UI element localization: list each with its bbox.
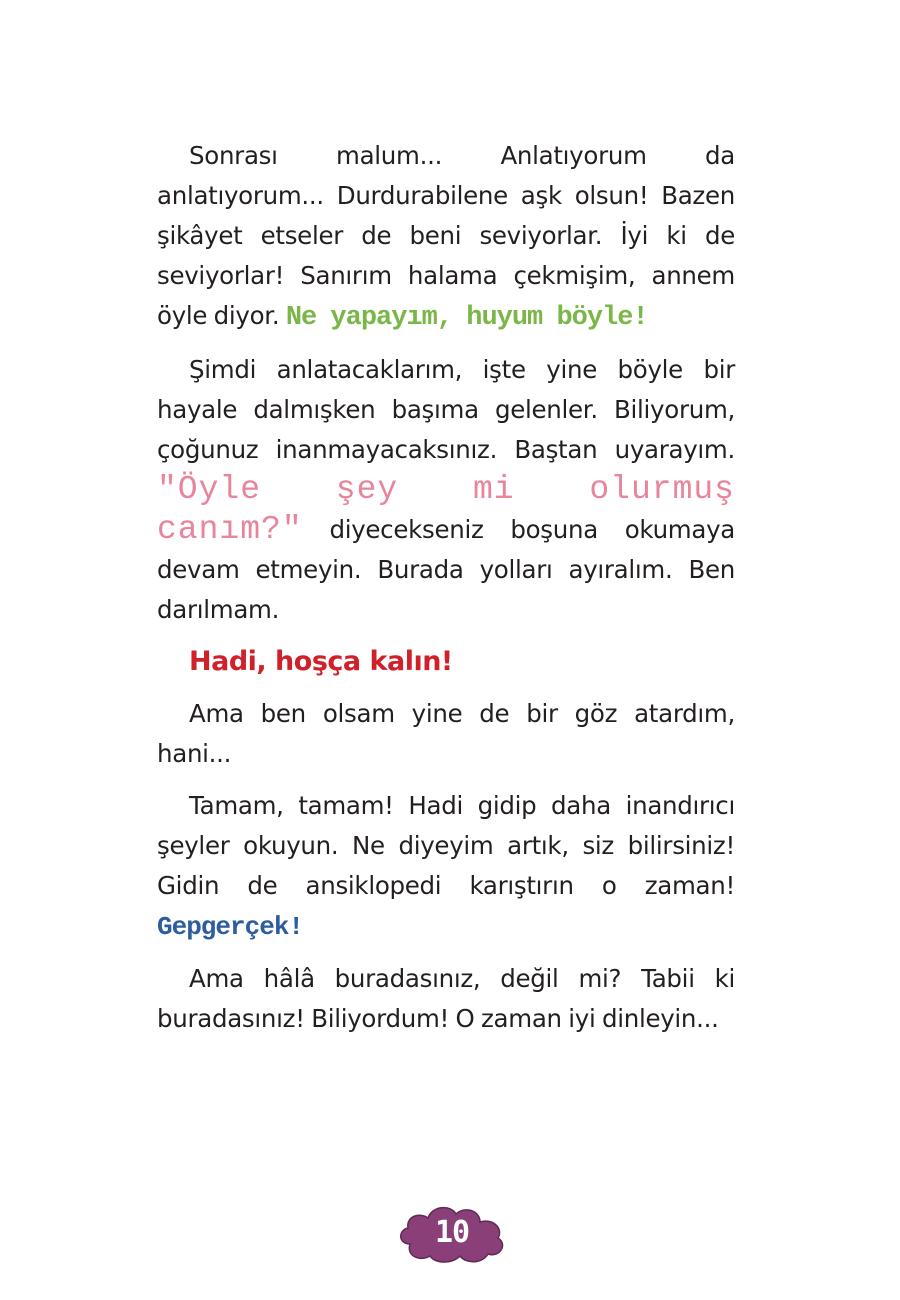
story-text (157, 136, 735, 1051)
paragraph-3: Ama ben olsam yine de bir göz atardım, hani... (157, 699, 735, 768)
paragraph-1-text: Sonrası malum... Anlatıyorum da anlatıyorum... Durdurabilene aşk olsun! Bazen şikâyet etseler de beni seviyorlar. İyi ki de seviyorlar! Sanırım halama çekmişim, annem öyle diyor. (157, 141, 735, 330)
paragraph-1 (157, 136, 735, 338)
paragraph-4 (157, 786, 735, 947)
page-number-badge (396, 1200, 508, 1266)
blue-highlight: Gepgerçek! (157, 912, 304, 942)
red-farewell-line: Hadi, hoşça kalın! (189, 646, 453, 677)
paragraph-2-text-after: diyecekseniz boşuna okumaya devam etmeyin. Burada yolları ayıralım. Ben darılmam. (157, 515, 735, 624)
paragraph-4-text: Tamam, tamam! Hadi gidip daha inandırıcı şeyler okuyun. Ne diyeyim artık, siz bilirsiniz! Gidin de ansiklopedi karıştırın o zaman! (157, 791, 735, 900)
paragraph-5: Ama hâlâ buradasınız, değil mi? Tabii ki buradasınız! Biliyordum! O zaman iyi dinleyin... (157, 964, 735, 1033)
pink-handwritten-quote: "Öyle şey mi olurmuş canım?" (157, 471, 735, 548)
page-number: 10 (434, 1215, 470, 1250)
paragraph-2 (157, 350, 735, 630)
green-highlight: Ne yapayım, huyum böyle! (285, 303, 648, 333)
paragraph-2-text-before: Şimdi anlatacaklarım, işte yine böyle bir hayale dalmışken başıma gelenler. Biliyorum, çoğunuz inanmayacaksınız. Baştan uyarayım. (157, 355, 735, 464)
